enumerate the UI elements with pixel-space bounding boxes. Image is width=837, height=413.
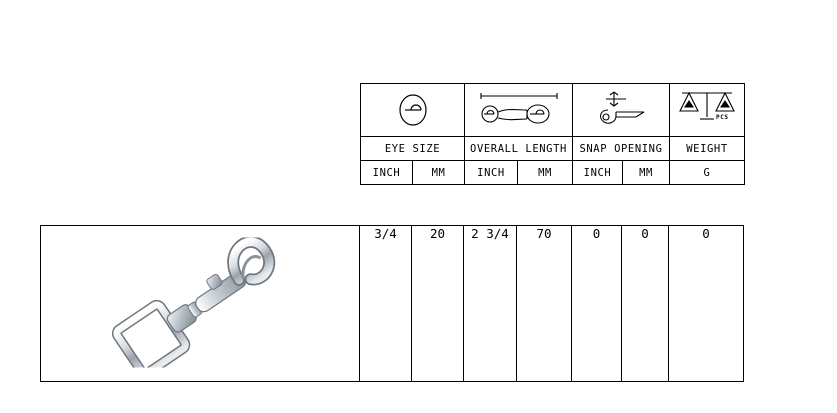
snap-opening-icon [573,84,669,136]
scale-weight-icon [670,84,744,136]
value-snap-opening-inch: 0 [572,226,622,382]
weight-unit-g: G [670,161,745,185]
snap-hook-photo [105,237,295,370]
eye-size-icon-cell [361,84,465,137]
spec-unit-row [361,161,745,185]
overall-length-label: OVERALL LENGTH [465,137,573,161]
weight-label: WEIGHT [670,137,745,161]
value-snap-opening-mm: 0 [622,226,669,382]
eye-oval-icon [361,84,464,136]
eye-size-unit-inch: INCH [361,161,413,185]
snap-opening-unit-mm: MM [623,161,670,185]
spec-label-row [361,137,745,161]
product-image-cell [41,226,360,382]
eye-size-unit-mm: MM [413,161,465,185]
table-row [40,225,744,382]
snap-opening-icon-cell [573,84,670,137]
value-overall-length-inch: 2 3/4 [464,226,517,382]
overall-length-icon [465,84,572,136]
weight-icon-cell [670,84,745,137]
eye-size-label: EYE SIZE [361,137,465,161]
snap-opening-label: SNAP OPENING [573,137,670,161]
value-eye-size-inch: 3/4 [360,226,412,382]
value-overall-length-mm: 70 [517,226,572,382]
spec-icon-row [361,84,745,137]
overall-length-unit-inch: INCH [465,161,518,185]
overall-length-unit-mm: MM [518,161,573,185]
svg-text:PCS: PCS [716,114,729,121]
value-eye-size-mm: 20 [412,226,464,382]
value-weight-g: 0 [669,226,744,382]
overall-length-icon-cell [465,84,573,137]
snap-opening-unit-inch: INCH [573,161,623,185]
spec-header-table [360,83,745,185]
